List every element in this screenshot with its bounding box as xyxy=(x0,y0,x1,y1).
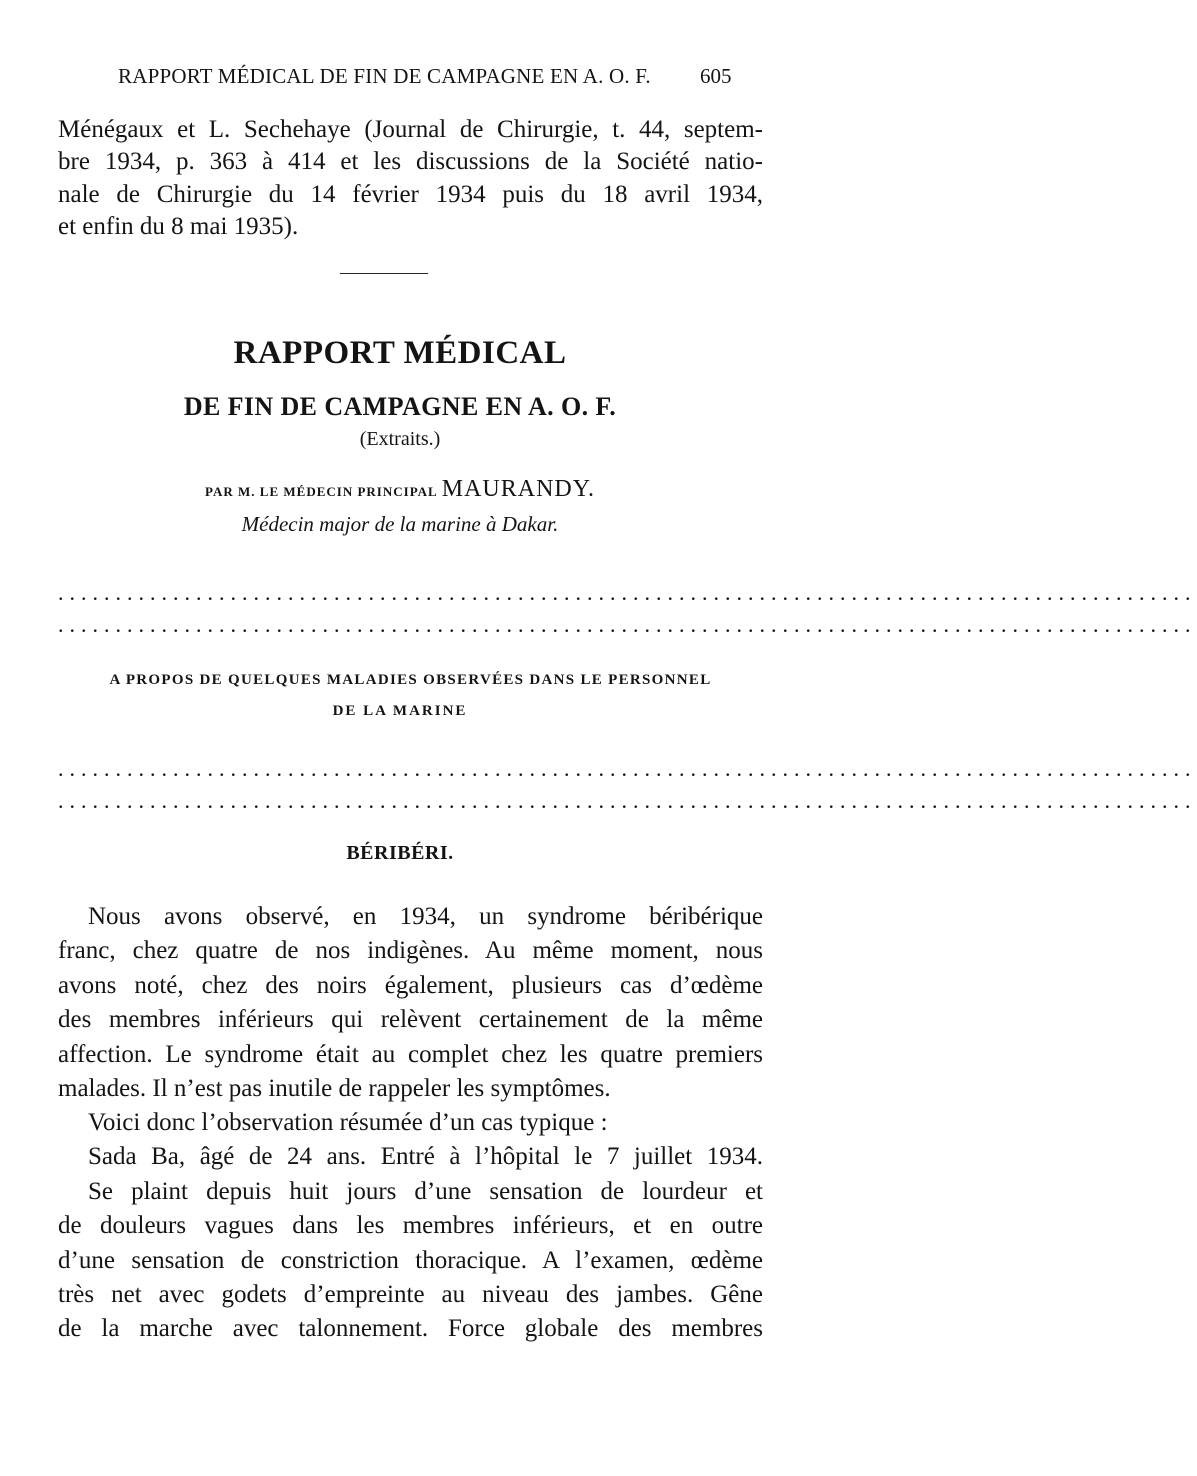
article-title: RAPPORT MÉDICAL xyxy=(233,335,567,371)
body-line: d’une sensation de constriction thoracique. A l’examen, œdème xyxy=(58,1247,763,1274)
author-affiliation: Médecin major de la marine à Dakar. xyxy=(241,512,559,536)
body-line: de la marche avec talonnement. Force globale des membres xyxy=(58,1315,763,1342)
body-line: malades. Il n’est pas inutile de rappeler les symptômes. xyxy=(58,1075,611,1102)
carryover-line: Ménégaux et L. Sechehaye (Journal de Chirurgie, t. 44, septem- xyxy=(58,116,763,143)
byline xyxy=(0,476,800,503)
body-line: avons noté, chez des noirs également, plusieurs cas d’œdème xyxy=(58,972,763,999)
body-line: des membres inférieurs qui relèvent certainement de la même xyxy=(58,1006,763,1033)
body-line: Nous avons observé, en 1934, un syndrome béribérique xyxy=(88,903,763,930)
ellipsis-row: ................................................................................................... xyxy=(58,612,1197,637)
ellipsis-row: ................................................................................................... xyxy=(58,788,1197,813)
carryover-line: nale de Chirurgie du 14 février 1934 puis du 18 avril 1934, xyxy=(58,181,763,208)
subsection-heading: BÉRIBÉRI. xyxy=(346,842,454,864)
section-heading-continued: DE LA MARINE xyxy=(332,703,468,719)
byline-prefix: PAR M. LE MÉDECIN PRINCIPAL xyxy=(205,484,438,499)
author-name: MAURANDY. xyxy=(441,476,595,502)
section-heading-text: A PROPOS DE QUELQUES MALADIES OBSERVÉES DANS LE PERSONNEL xyxy=(109,672,712,688)
article-subtitle: DE FIN DE CAMPAGNE EN A. O. F. xyxy=(183,392,617,421)
body-line: Voici donc l’observation résumée d’un cas typique : xyxy=(88,1109,608,1136)
article-extracts-note: (Extraits.) xyxy=(359,428,441,450)
ellipsis-row: ................................................................................................... xyxy=(58,580,1197,605)
body-line: Se plaint depuis huit jours d’une sensation de lourdeur et xyxy=(88,1178,763,1205)
carryover-line: et enfin du 8 mai 1935). xyxy=(58,213,299,240)
separator-rule xyxy=(340,273,428,274)
running-header: RAPPORT MÉDICAL DE FIN DE CAMPAGNE EN A. O. F. xyxy=(118,64,651,88)
body-line: Sada Ba, âgé de 24 ans. Entré à l’hôpital le 7 juillet 1934. xyxy=(88,1143,763,1170)
body-line: affection. Le syndrome était au complet chez les quatre premiers xyxy=(58,1041,763,1068)
body-line: franc, chez quatre de nos indigènes. Au même moment, nous xyxy=(58,937,763,964)
body-line: très net avec godets d’empreinte au niveau des jambes. Gêne xyxy=(58,1281,763,1308)
page-number: 605 xyxy=(700,64,732,88)
ellipsis-row: ................................................................................................... xyxy=(58,756,1197,781)
carryover-line: bre 1934, p. 363 à 414 et les discussions de la Société natio- xyxy=(58,148,763,175)
body-line: de douleurs vagues dans les membres inférieurs, et en outre xyxy=(58,1212,763,1239)
section-heading xyxy=(58,672,763,689)
